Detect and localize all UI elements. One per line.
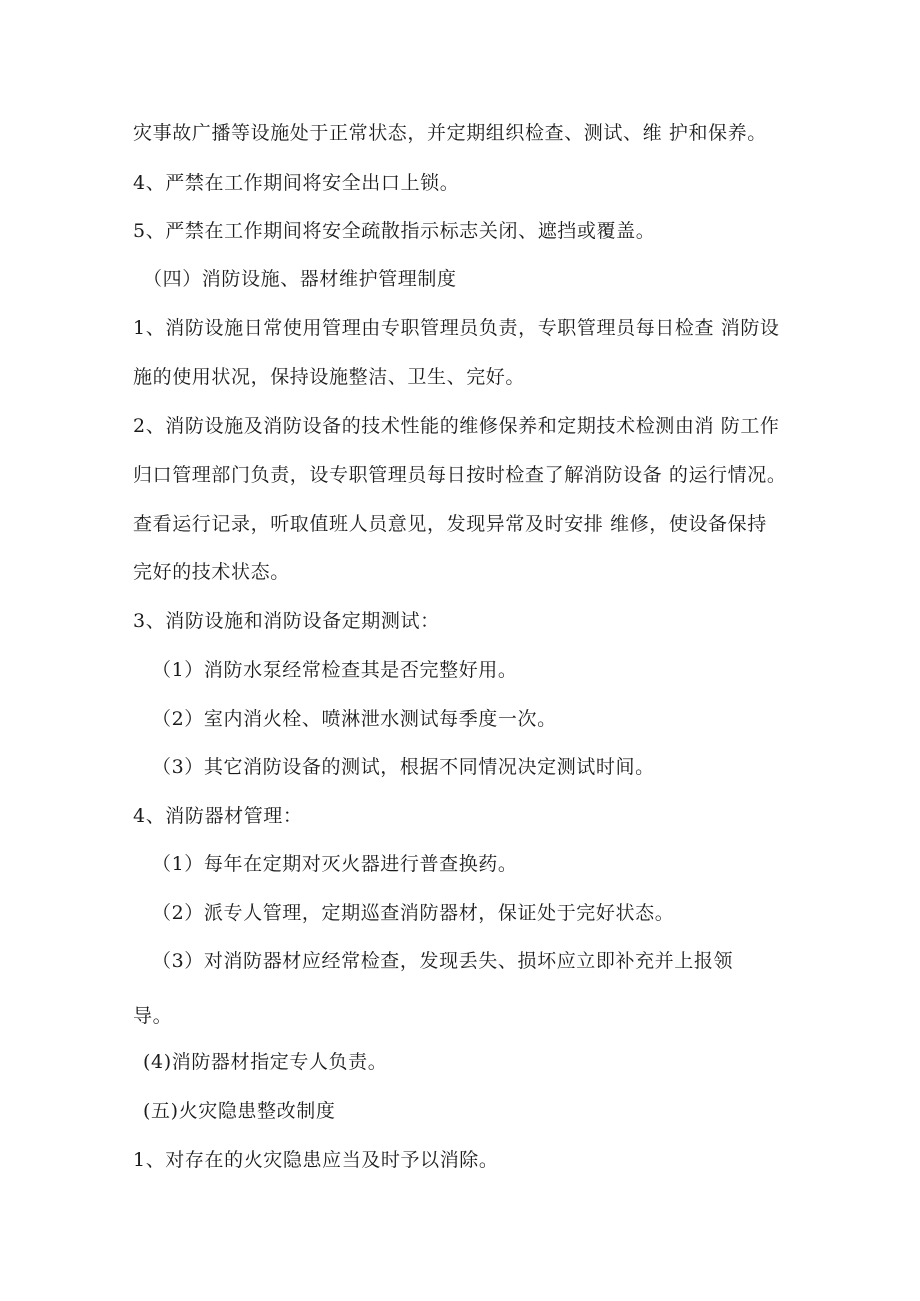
text-line: 4、消防器材管理： bbox=[133, 805, 303, 827]
text-line: 导。 bbox=[133, 1005, 173, 1027]
text-line: 灾事故广播等设施处于正常状态，并定期组织检查、测试、维 护和保养。 bbox=[133, 122, 767, 144]
text-line: 查看运行记录，听取值班人员意见，发现异常及时安排 维修，使设备保持 bbox=[133, 513, 767, 535]
text-line: 施的使用状况，保持设施整洁、卫生、完好。 bbox=[133, 366, 526, 388]
text-line: 5、严禁在工作期间将安全疏散指示标志关闭、遮挡或覆盖。 bbox=[133, 220, 656, 242]
text-line: 1、对存在的火灾隐患应当及时予以消除。 bbox=[133, 1149, 499, 1171]
text-line: 3、消防设施和消防设备定期测试： bbox=[133, 610, 440, 632]
text-line: 4、严禁在工作期间将安全出口上锁。 bbox=[133, 172, 460, 194]
text-line: （2）派专人管理，定期巡查消防器材，保证处于完好状态。 bbox=[152, 902, 675, 924]
text-line: (4)消防器材指定专人负责。 bbox=[143, 1051, 388, 1073]
text-line: 归口管理部门负责，设专职管理员每日按时检查了解消防设备 的运行情况。 bbox=[133, 464, 787, 486]
text-line: （3）其它消防设备的测试，根据不同情况决定测试时间。 bbox=[152, 756, 655, 778]
text-line: （3）对消防器材应经常检查，发现丢失、损坏应立即补充并上报领 bbox=[152, 950, 734, 972]
text-line: （1）消防水泵经常检查其是否完整好用。 bbox=[152, 659, 518, 681]
section-heading: (五)火灾隐患整改制度 bbox=[143, 1100, 336, 1122]
text-line: （1）每年在定期对灭火器进行普查换药。 bbox=[152, 853, 518, 875]
text-line: 完好的技术状态。 bbox=[133, 561, 290, 583]
section-heading: （四）消防设施、器材维护管理制度 bbox=[143, 268, 457, 290]
text-line: 2、消防设施及消防设备的技术性能的维修保养和定期技术检测由消 防工作 bbox=[133, 415, 780, 437]
text-line: 1、消防设施日常使用管理由专职管理员负责，专职管理员每日检查 消防设 bbox=[133, 317, 780, 339]
text-line: （2）室内消火栓、喷淋泄水测试每季度一次。 bbox=[152, 708, 557, 730]
